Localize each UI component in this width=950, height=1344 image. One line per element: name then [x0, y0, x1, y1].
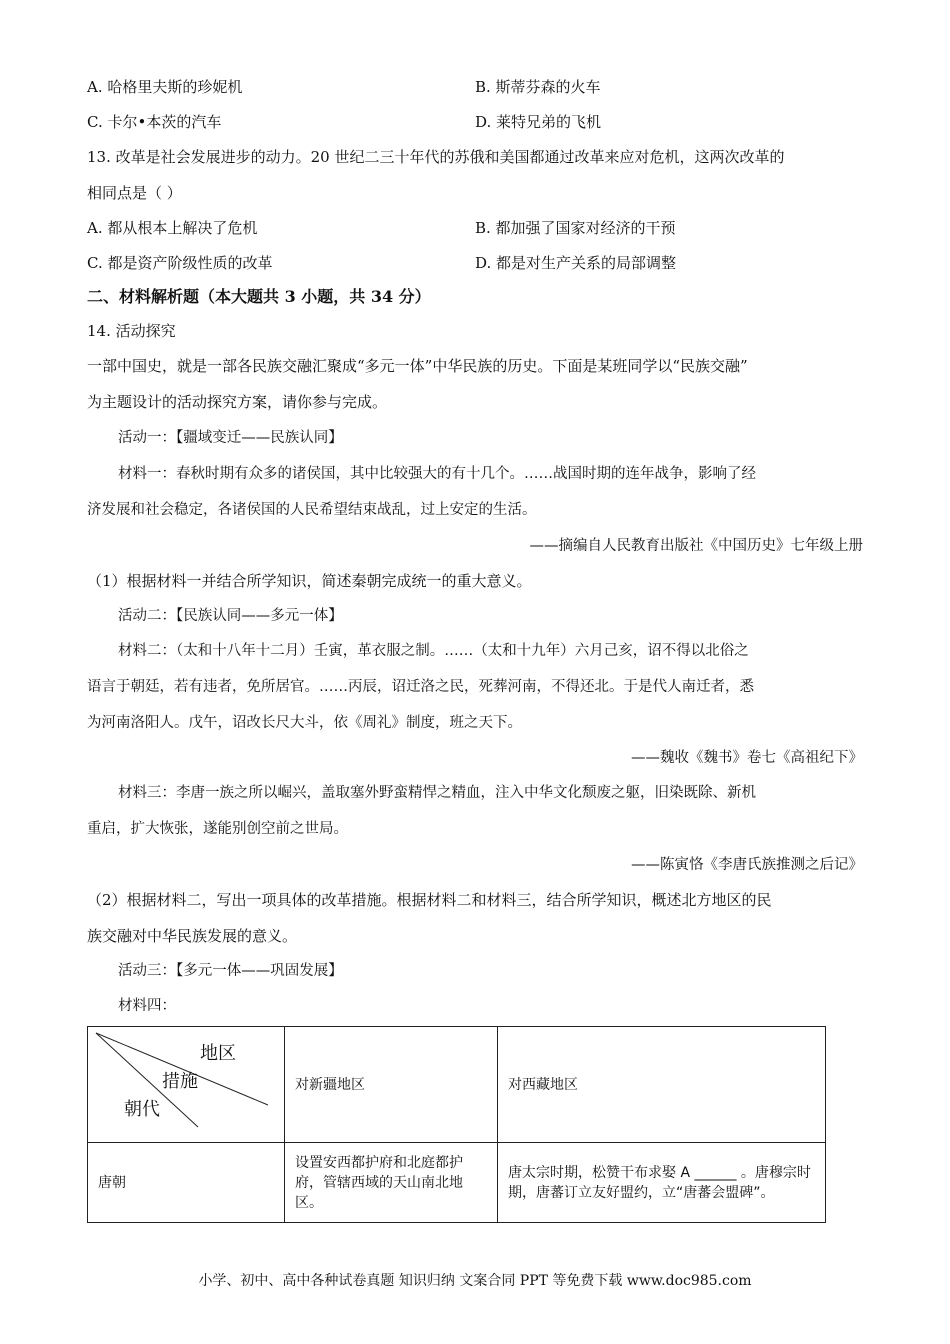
header-xinjiang: 对新疆地区	[295, 1076, 365, 1093]
material3-line2: 重启，扩大恢张，遂能别创空前之世局。	[87, 821, 348, 837]
section2-title: 二、材料解析题（本大题共 3 小题，共 34 分）	[87, 287, 431, 306]
xinjiang-measure-cell	[285, 1143, 498, 1223]
material4-label: 材料四：	[118, 998, 176, 1014]
material3-line1: 材料三：李唐一族之所以崛兴，盖取塞外野蛮精悍之精血，注入中华文化颓废之躯，旧染既除、新机	[118, 785, 756, 801]
page-footer: 小学、初中、高中各种试卷真题 知识归纳 文案合同 PPT 等免费下载 www.doc985.com	[198, 1273, 752, 1289]
material3-source: ——陈寅恪《李唐氏族推测之后记》	[631, 857, 863, 873]
xizang-measure-text: 唐太宗时期，松赞干布求娶 A ______ 。唐穆宗时期，唐蕃订立友好盟约，立“唐蕃会盟碑”。	[508, 1164, 811, 1201]
material1-source: ——摘编自人民教育出版社《中国历史》七年级上册	[529, 538, 863, 554]
xizang-measure-cell	[498, 1143, 826, 1223]
q12-option-a: A. 哈格里夫斯的珍妮机	[87, 78, 243, 96]
sub-question-2-line2: 族交融对中华民族发展的意义。	[87, 927, 298, 945]
header-xinjiang-cell	[285, 1027, 498, 1143]
q13-stem-line2: 相同点是（ ）	[87, 184, 182, 202]
diag-label-dynasty: 朝代	[124, 1099, 160, 1120]
q13-stem-line1: 13. 改革是社会发展进步的动力。20 世纪二三十年代的苏俄和美国都通过改革来应对危机，这两次改革的	[87, 148, 785, 166]
material2-source: ——魏收《魏书》卷七《高祖纪下》	[631, 750, 863, 766]
diag-label-measure: 措施	[162, 1071, 198, 1092]
dynasty-cell	[88, 1143, 285, 1223]
xinjiang-measure-text: 设置安西都护府和北庭都护府，管辖西域的天山南北地区。	[295, 1154, 463, 1211]
q12-option-d: D. 莱特兄弟的飞机	[475, 113, 602, 131]
diagonal-header-cell	[88, 1027, 285, 1143]
material2-line1: 材料二：（太和十八年十二月）壬寅，革衣服之制。……（太和十九年）六月己亥，诏不得以北俗之	[118, 643, 749, 659]
material2-line3: 为河南洛阳人。戊午，诏改长尺大斗，依《周礼》制度，班之天下。	[87, 715, 522, 731]
header-xizang-cell	[498, 1027, 826, 1143]
sub-question-2-line1: （2）根据材料二，写出一项具体的改革措施。根据材料二和材料三，结合所学知识，概述北方地区的民	[87, 891, 772, 909]
q12-option-b: B. 斯蒂芬森的火车	[475, 78, 601, 96]
q14-intro-line1: 一部中国史，就是一部各民族交融汇聚成“多元一体”中华民族的历史。下面是某班同学以“民族交融”	[87, 357, 748, 375]
material2-line2: 语言于朝廷，若有违者，免所居官。……丙辰，诏迁洛之民，死葬河南，不得还北。于是代人南迁者，悉	[87, 679, 754, 695]
material1-line1: 材料一：春秋时期有众多的诸侯国，其中比较强大的有十几个。……战国时期的连年战争，影响了经	[118, 466, 756, 482]
material1-line2: 济发展和社会稳定，各诸侯国的人民希望结束战乱，过上安定的生活。	[87, 502, 537, 518]
q13-option-b: B. 都加强了国家对经济的干预	[475, 219, 676, 237]
material4-table	[87, 1026, 826, 1223]
dynasty-tang: 唐朝	[98, 1174, 126, 1191]
q13-option-d: D. 都是对生产关系的局部调整	[475, 254, 677, 272]
activity3-heading: 活动三：【多元一体——巩固发展】	[118, 963, 343, 979]
sub-question-1: （1）根据材料一并结合所学知识，简述秦朝完成统一的重大意义。	[87, 572, 532, 590]
header-xizang: 对西藏地区	[508, 1076, 578, 1093]
diag-label-region: 地区	[200, 1043, 236, 1064]
q12-option-c: C. 卡尔•本茨的汽车	[87, 113, 222, 131]
q14-intro-line2: 为主题设计的活动探究方案，请你参与完成。	[87, 393, 388, 411]
activity2-heading: 活动二：【民族认同——多元一体】	[118, 608, 343, 624]
q14-title: 14. 活动探究	[87, 322, 176, 340]
q13-option-c: C. 都是资产阶级性质的改革	[87, 254, 273, 272]
q13-option-a: A. 都从根本上解决了危机	[87, 219, 258, 237]
activity1-heading: 活动一：【疆域变迁——民族认同】	[118, 430, 343, 446]
